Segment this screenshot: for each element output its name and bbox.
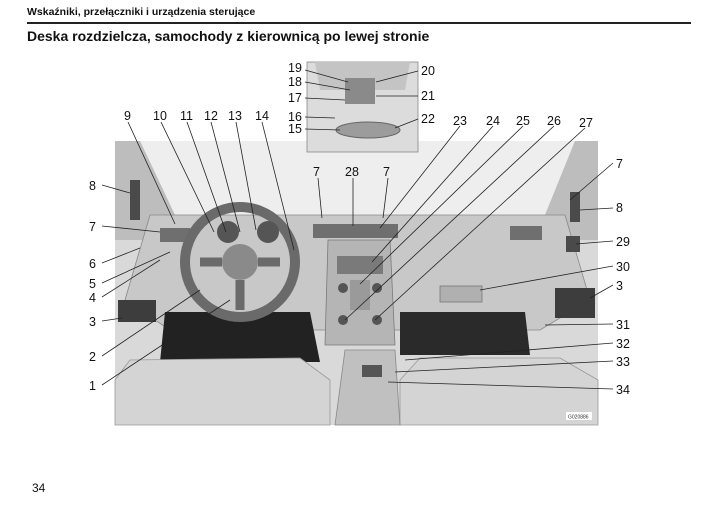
callout-3: 3 [89,315,96,329]
callout-12: 12 [204,109,218,123]
callout-31: 31 [616,318,630,332]
callout-2: 2 [89,350,96,364]
callout-8-right: 8 [616,201,623,215]
callout-29: 29 [616,235,630,249]
callout-26: 26 [547,114,561,128]
callout-6: 6 [89,257,96,271]
callout-24: 24 [486,114,500,128]
figure-code: G020886 [568,414,589,421]
callout-5: 5 [89,277,96,291]
callout-10: 10 [153,109,167,123]
callout-20: 20 [421,64,435,78]
callout-14: 14 [255,109,269,123]
callout-18: 18 [288,75,302,89]
callout-11: 11 [180,109,193,123]
callout-25: 25 [516,114,530,128]
callout-16: 16 [288,110,302,124]
dashboard-picture [115,141,598,425]
callout-22: 22 [421,112,435,126]
section-header: Wskaźniki, przełączniki i urządzenia sterujące [27,6,256,18]
callout-19: 19 [288,61,302,75]
callout-7-vent-right: 7 [383,165,390,179]
callout-13: 13 [228,109,242,123]
callout-9: 9 [124,109,131,123]
callout-34: 34 [616,383,630,397]
callout-27: 27 [579,116,593,130]
callout-32: 32 [616,337,630,351]
page-number: 34 [32,481,46,495]
callout-7-right: 7 [616,157,623,171]
callout-4: 4 [89,291,96,305]
page-title: Deska rozdzielcza, samochody z kierownicą po lewej stronie [27,28,430,44]
callout-8: 8 [89,179,96,193]
callout-15: 15 [288,122,302,136]
callout-1: 1 [89,379,96,393]
callout-21: 21 [421,89,435,103]
callout-33: 33 [616,355,630,369]
callout-3-right: 3 [616,279,623,293]
callout-17: 17 [288,91,302,105]
callout-7-vent-left: 7 [313,165,320,179]
callout-23: 23 [453,114,467,128]
callout-28: 28 [345,165,359,179]
callout-7: 7 [89,220,96,234]
callout-30: 30 [616,260,630,274]
